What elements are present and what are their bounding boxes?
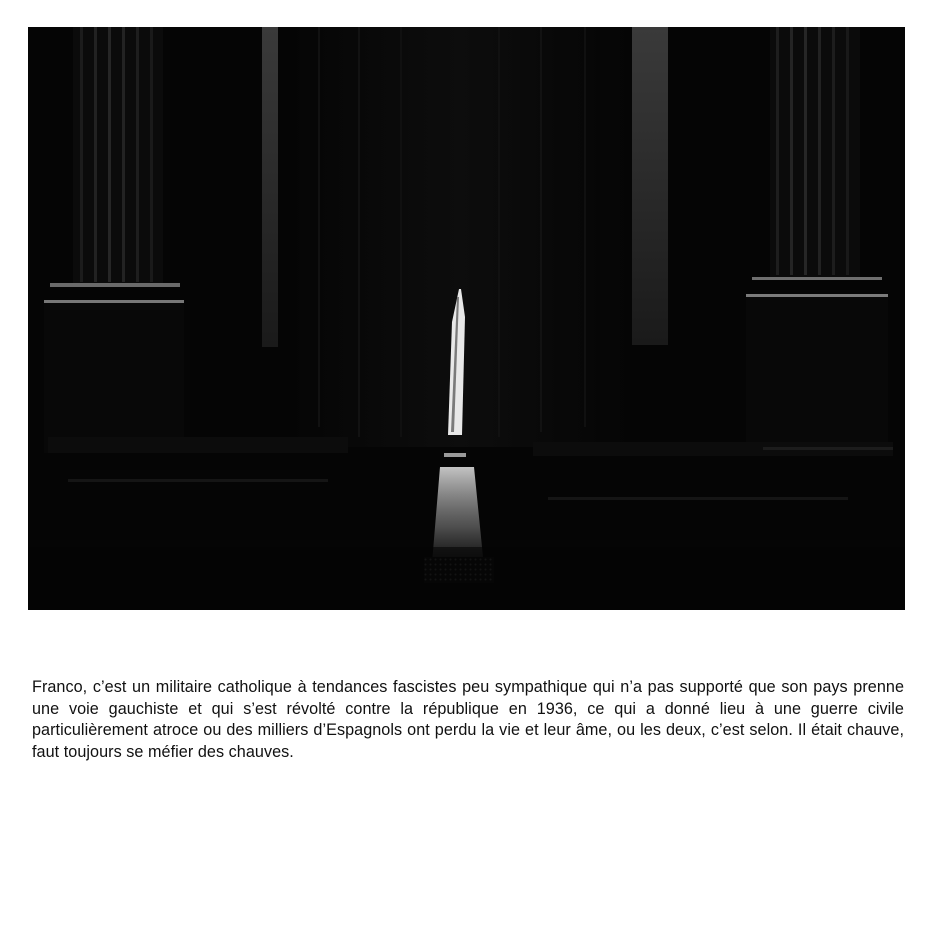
curtain-scene-icon	[28, 27, 905, 610]
caption-paragraph: Franco, c’est un militaire catholique à tendances fascistes peu sympathique qui n’a pas supporté que son pays prenne une voie gauchiste et qui s’est révolté contre la république en 1936, ce qui a donné lieu à une guerre civile particulièrement atroce ou des milliers d’Espagnols ont perdu la vie et leur âme, ou les deux, c’est selon. Il était chauve, faut toujours se méfier des chauves.	[32, 678, 904, 761]
curtain-photograph	[28, 27, 905, 610]
